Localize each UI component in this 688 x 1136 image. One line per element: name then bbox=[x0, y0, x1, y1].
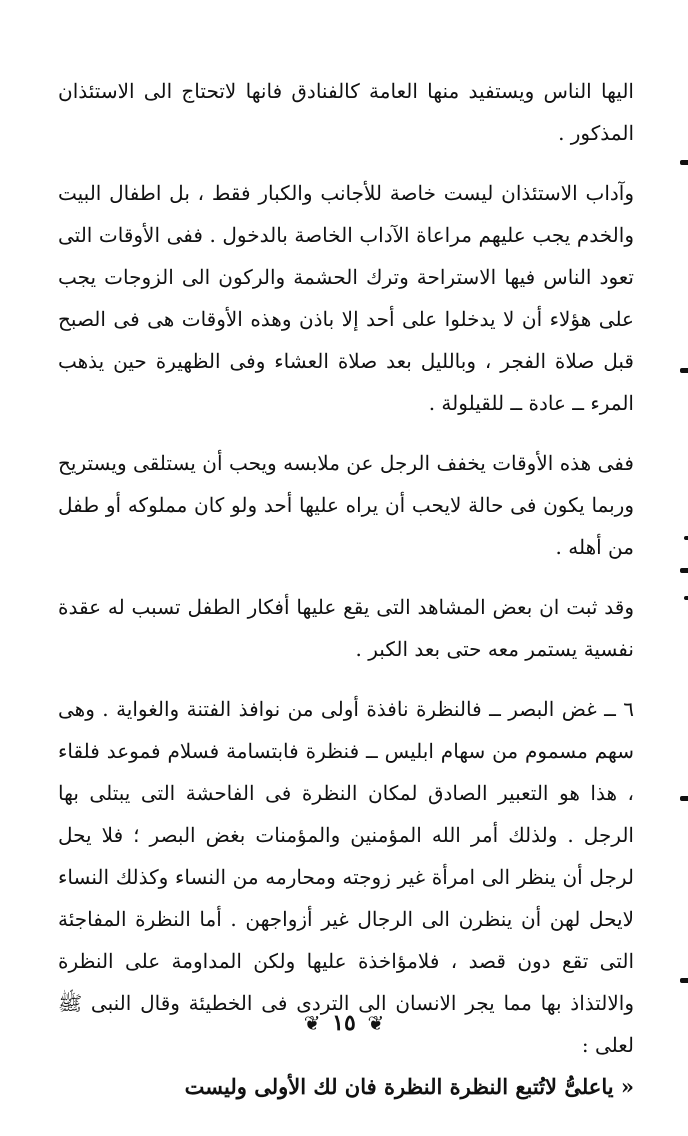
ornament-left-icon: ❦ bbox=[303, 1011, 321, 1035]
paragraph-5: ٦ ــ غض البصر ــ فالنظرة نافذة أولى من نوافذ الفتنة والغواية . وهى سهم مسموم من سهام ابليس ــ فنظرة فابتسامة فسلام فموعد فلقاء ، هذا هو التعبير الصادق لمكان النظرة فى الفاحشة التى يبتلى بها الرجل . ولذلك أمر الله المؤمنين والمؤمنات بغض البصر ؛ فلا يحل لرجل أن ينظر الى امرأة غير زوجته ومحارمه من النساء وكذلك النساء لايحل لهن أن ينظرن الى الرجال غير أزواجهن . أما النظرة المفاجئة التى تقع دون قصد ، فلامؤاخذة عليها ولكن المداومة على النظرة والالتذاذ بها مما يجر الانسان الى التردى فى الخطيئة وقال النبى ﷺ لعلى : bbox=[58, 697, 634, 1057]
page-number: ١٥ bbox=[332, 1010, 356, 1036]
paragraph-1: اليها الناس ويستفيد منها العامة كالفنادق فانها لاتحتاج الى الاستئذان المذكور . bbox=[58, 79, 634, 145]
hadith-quote: « ياعلىُّ لاتُتبع النظرة النظرة فان لك الأولى وليست bbox=[184, 1074, 634, 1099]
page-number-footer bbox=[0, 1003, 688, 1043]
scan-edge-mark bbox=[680, 160, 688, 165]
ornament-right-icon: ❦ bbox=[367, 1011, 385, 1035]
scan-edge-mark bbox=[680, 568, 688, 573]
scan-edge-mark bbox=[680, 368, 688, 373]
scan-edge-mark bbox=[684, 596, 688, 600]
paragraph-2: وآداب الاستئذان ليست خاصة للأجانب والكبار فقط ، بل اطفال البيت والخدم يجب عليهم مراعاة الآداب الخاصة بالدخول . ففى الأوقات التى تعود الناس فيها الاستراحة وترك الحشمة والركون الى الزوجات يجب على هؤلاء أن لا يدخلوا على أحد إلا باذن وهذه الأوقات هى فى الصبح قبل صلاة الفجر ، وبالليل بعد صلاة العشاء وفى الظهيرة حين يذهب المرء ــ عادة ــ للقيلولة . bbox=[58, 181, 634, 415]
paragraph-4: وقد ثبت ان بعض المشاهد التى يقع عليها أفكار الطفل تسبب له عقدة نفسية يستمر معه حتى بعد الكبر . bbox=[58, 595, 634, 661]
scan-edge-mark bbox=[684, 536, 688, 540]
scan-edge-mark bbox=[680, 796, 688, 801]
paragraph-3: ففى هذه الأوقات يخفف الرجل عن ملابسه ويحب أن يستلقى ويستريح وربما يكون فى حالة لايحب أن يراه عليها أحد ولو كان مملوكه أو طفل من أهله . bbox=[58, 451, 634, 559]
page-body bbox=[58, 70, 634, 1108]
scan-edge-mark bbox=[680, 978, 688, 983]
